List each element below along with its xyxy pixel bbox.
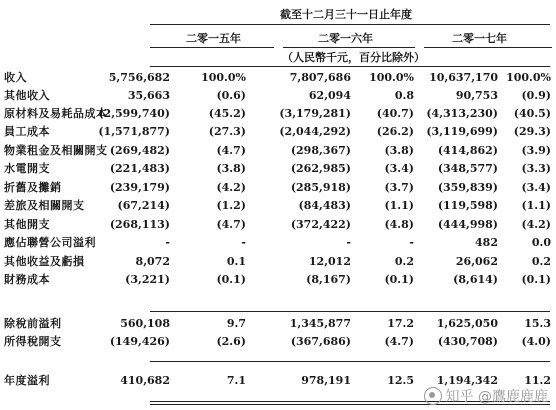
cell-p2015: - bbox=[241, 236, 246, 249]
cell-v2015: (2,599,740) bbox=[98, 107, 170, 120]
cell-p2016: (3.4) bbox=[384, 162, 414, 175]
cell-p2015: (1.2) bbox=[216, 199, 246, 212]
cell-p2017: (3.9) bbox=[521, 144, 551, 157]
cell-v2016: (2,044,292) bbox=[279, 125, 351, 138]
cell-v2015: 560,108 bbox=[120, 317, 170, 330]
table-row bbox=[0, 142, 556, 159]
cell-p2015: 7.1 bbox=[226, 374, 246, 387]
cell-v2015: (67,214) bbox=[117, 199, 170, 212]
cell-v2016: (285,918) bbox=[290, 181, 351, 194]
cell-p2017: 11.2 bbox=[524, 374, 551, 387]
cell-p2017: (0.1) bbox=[521, 273, 551, 286]
table-row bbox=[0, 179, 556, 196]
subtotal-top-rule bbox=[150, 311, 550, 312]
table-row bbox=[0, 216, 556, 233]
cell-v2017: (8,614) bbox=[453, 273, 498, 286]
cell-v2017: (348,577) bbox=[437, 162, 498, 175]
cell-v2016: (8,167) bbox=[306, 273, 351, 286]
cell-v2017: 26,062 bbox=[455, 255, 498, 268]
cell-p2016: 12.5 bbox=[387, 374, 414, 387]
row-label: 水電開支 bbox=[4, 162, 50, 175]
cell-p2016: 0.2 bbox=[394, 255, 414, 268]
cell-p2017: (3.4) bbox=[521, 181, 551, 194]
cell-p2016: (4.7) bbox=[384, 335, 414, 348]
cell-v2016: 7,807,686 bbox=[289, 71, 351, 84]
row-label: 其他收入 bbox=[4, 89, 50, 102]
cell-p2016: - bbox=[409, 236, 414, 249]
cell-v2016: 12,012 bbox=[308, 255, 351, 268]
cell-p2015: 0.1 bbox=[226, 255, 246, 268]
row-label: 應佔聯營公司溢利 bbox=[4, 236, 96, 249]
row-label: 差旅及相關開支 bbox=[4, 199, 85, 212]
cell-v2016: (298,367) bbox=[290, 144, 351, 157]
period-title: 截至十二月三十一日止年度 bbox=[280, 8, 412, 21]
cell-v2017: (4,313,230) bbox=[426, 107, 498, 120]
cell-p2015: (2.6) bbox=[216, 335, 246, 348]
cell-v2016: 978,191 bbox=[301, 374, 351, 387]
year-2017-header: 二零一七年 bbox=[452, 32, 507, 45]
cell-p2016: (0.1) bbox=[384, 273, 414, 286]
cell-p2017: (0.9) bbox=[521, 89, 551, 102]
table-row bbox=[0, 105, 556, 122]
cell-p2015: (4.7) bbox=[216, 218, 246, 231]
cell-v2015: (269,482) bbox=[109, 144, 170, 157]
row-label: 除稅前溢利 bbox=[4, 317, 62, 330]
cell-v2016: - bbox=[346, 236, 351, 249]
cell-p2015: (4.2) bbox=[216, 181, 246, 194]
cell-p2015: (45.2) bbox=[208, 107, 246, 120]
cell-p2017: (3.3) bbox=[521, 162, 551, 175]
cell-p2017: 0.0 bbox=[531, 236, 551, 249]
cell-v2016: (3,179,281) bbox=[279, 107, 351, 120]
zhihu-logo-icon bbox=[424, 387, 442, 405]
cell-v2015: (1,571,877) bbox=[98, 125, 170, 138]
cell-p2017: 100.0% bbox=[506, 71, 551, 84]
cell-p2016: (4.8) bbox=[384, 218, 414, 231]
table-row bbox=[0, 69, 556, 86]
cell-p2015: (4.7) bbox=[216, 144, 246, 157]
year-2016-underline bbox=[283, 47, 415, 48]
cell-v2015: (3,221) bbox=[125, 273, 170, 286]
cell-p2016: (26.2) bbox=[376, 125, 414, 138]
row-label: 所得稅開支 bbox=[4, 335, 62, 348]
cell-p2016: 17.2 bbox=[387, 317, 414, 330]
cell-v2016: (262,985) bbox=[290, 162, 351, 175]
cell-p2015: 9.7 bbox=[226, 317, 246, 330]
cell-v2016: 62,094 bbox=[308, 89, 351, 102]
cell-v2015: (268,113) bbox=[109, 218, 170, 231]
row-label: 員工成本 bbox=[4, 125, 50, 138]
year-2016-header: 二零一六年 bbox=[318, 32, 373, 45]
cell-p2017: (1.1) bbox=[521, 199, 551, 212]
cell-v2017: 1,194,342 bbox=[436, 374, 498, 387]
row-label: 其他開支 bbox=[4, 218, 50, 231]
period-underline bbox=[150, 24, 550, 25]
cell-v2016: (367,686) bbox=[290, 335, 351, 348]
table-row bbox=[0, 234, 556, 251]
row-label: 財務成本 bbox=[4, 273, 50, 286]
year-2017-underline bbox=[424, 47, 552, 48]
cell-v2015: (149,426) bbox=[109, 335, 170, 348]
subtotal-mid-rule bbox=[150, 361, 550, 362]
cell-p2016: (3.7) bbox=[384, 181, 414, 194]
cell-p2015: (0.6) bbox=[216, 89, 246, 102]
cell-p2017: 0.2 bbox=[531, 255, 551, 268]
unit-note: （人民幣千元，百分比除外） bbox=[282, 51, 425, 64]
row-label: 物業租金及相關開支 bbox=[4, 144, 108, 157]
row-label: 其他收益及虧損 bbox=[4, 255, 85, 268]
table-row bbox=[0, 333, 556, 350]
cell-p2017: (4.0) bbox=[521, 335, 551, 348]
cell-v2017: 10,637,170 bbox=[429, 71, 498, 84]
table-row bbox=[0, 123, 556, 140]
watermark bbox=[424, 386, 548, 406]
cell-p2017: 15.3 bbox=[524, 317, 551, 330]
cell-p2015: 100.0% bbox=[201, 71, 246, 84]
cell-p2017: (29.3) bbox=[513, 125, 551, 138]
cell-v2017: (414,862) bbox=[437, 144, 498, 157]
cell-v2017: 1,625,050 bbox=[436, 317, 498, 330]
cell-v2016: (84,483) bbox=[298, 199, 351, 212]
cell-p2015: (27.3) bbox=[208, 125, 246, 138]
cell-v2017: 90,753 bbox=[455, 89, 498, 102]
row-label: 原材料及易耗品成本 bbox=[4, 107, 108, 120]
cell-v2017: 482 bbox=[475, 236, 498, 249]
cell-v2015: 35,663 bbox=[127, 89, 170, 102]
table-row bbox=[0, 197, 556, 214]
cell-v2015: (221,483) bbox=[109, 162, 170, 175]
cell-p2016: (1.1) bbox=[384, 199, 414, 212]
cell-v2017: (3,119,699) bbox=[426, 125, 498, 138]
table-row bbox=[0, 271, 556, 288]
cell-p2017: (40.5) bbox=[513, 107, 551, 120]
table-row bbox=[0, 160, 556, 177]
cell-v2016: 1,345,877 bbox=[289, 317, 351, 330]
year-2015-header: 二零一五年 bbox=[186, 32, 241, 45]
cell-v2017: (444,998) bbox=[437, 218, 498, 231]
table-row bbox=[0, 253, 556, 270]
cell-v2016: (372,422) bbox=[290, 218, 351, 231]
cell-v2015: 8,072 bbox=[135, 255, 170, 268]
cell-p2015: (0.1) bbox=[216, 273, 246, 286]
cell-v2015: (239,179) bbox=[109, 181, 170, 194]
cell-p2017: (4.2) bbox=[521, 218, 551, 231]
cell-v2015: 5,756,682 bbox=[108, 71, 170, 84]
cell-p2016: 100.0% bbox=[369, 71, 414, 84]
cell-p2016: (3.8) bbox=[384, 144, 414, 157]
cell-v2017: (359,839) bbox=[437, 181, 498, 194]
unit-underline bbox=[150, 66, 550, 67]
watermark-text: 知乎 @鷹鹿鹿鹿 bbox=[445, 389, 548, 405]
row-label: 折舊及攤銷 bbox=[4, 181, 62, 194]
year-2015-underline bbox=[150, 47, 274, 48]
table-row bbox=[0, 87, 556, 104]
cell-v2017: (119,598) bbox=[437, 199, 498, 212]
cell-v2015: 410,682 bbox=[120, 374, 170, 387]
cell-p2016: 0.8 bbox=[394, 89, 414, 102]
row-label: 收入 bbox=[4, 71, 27, 84]
cell-p2016: (40.7) bbox=[376, 107, 414, 120]
table-row bbox=[0, 315, 556, 332]
cell-p2015: (3.8) bbox=[216, 162, 246, 175]
row-label: 年度溢利 bbox=[4, 374, 50, 387]
cell-v2017: (430,708) bbox=[437, 335, 498, 348]
cell-v2015: - bbox=[165, 236, 170, 249]
